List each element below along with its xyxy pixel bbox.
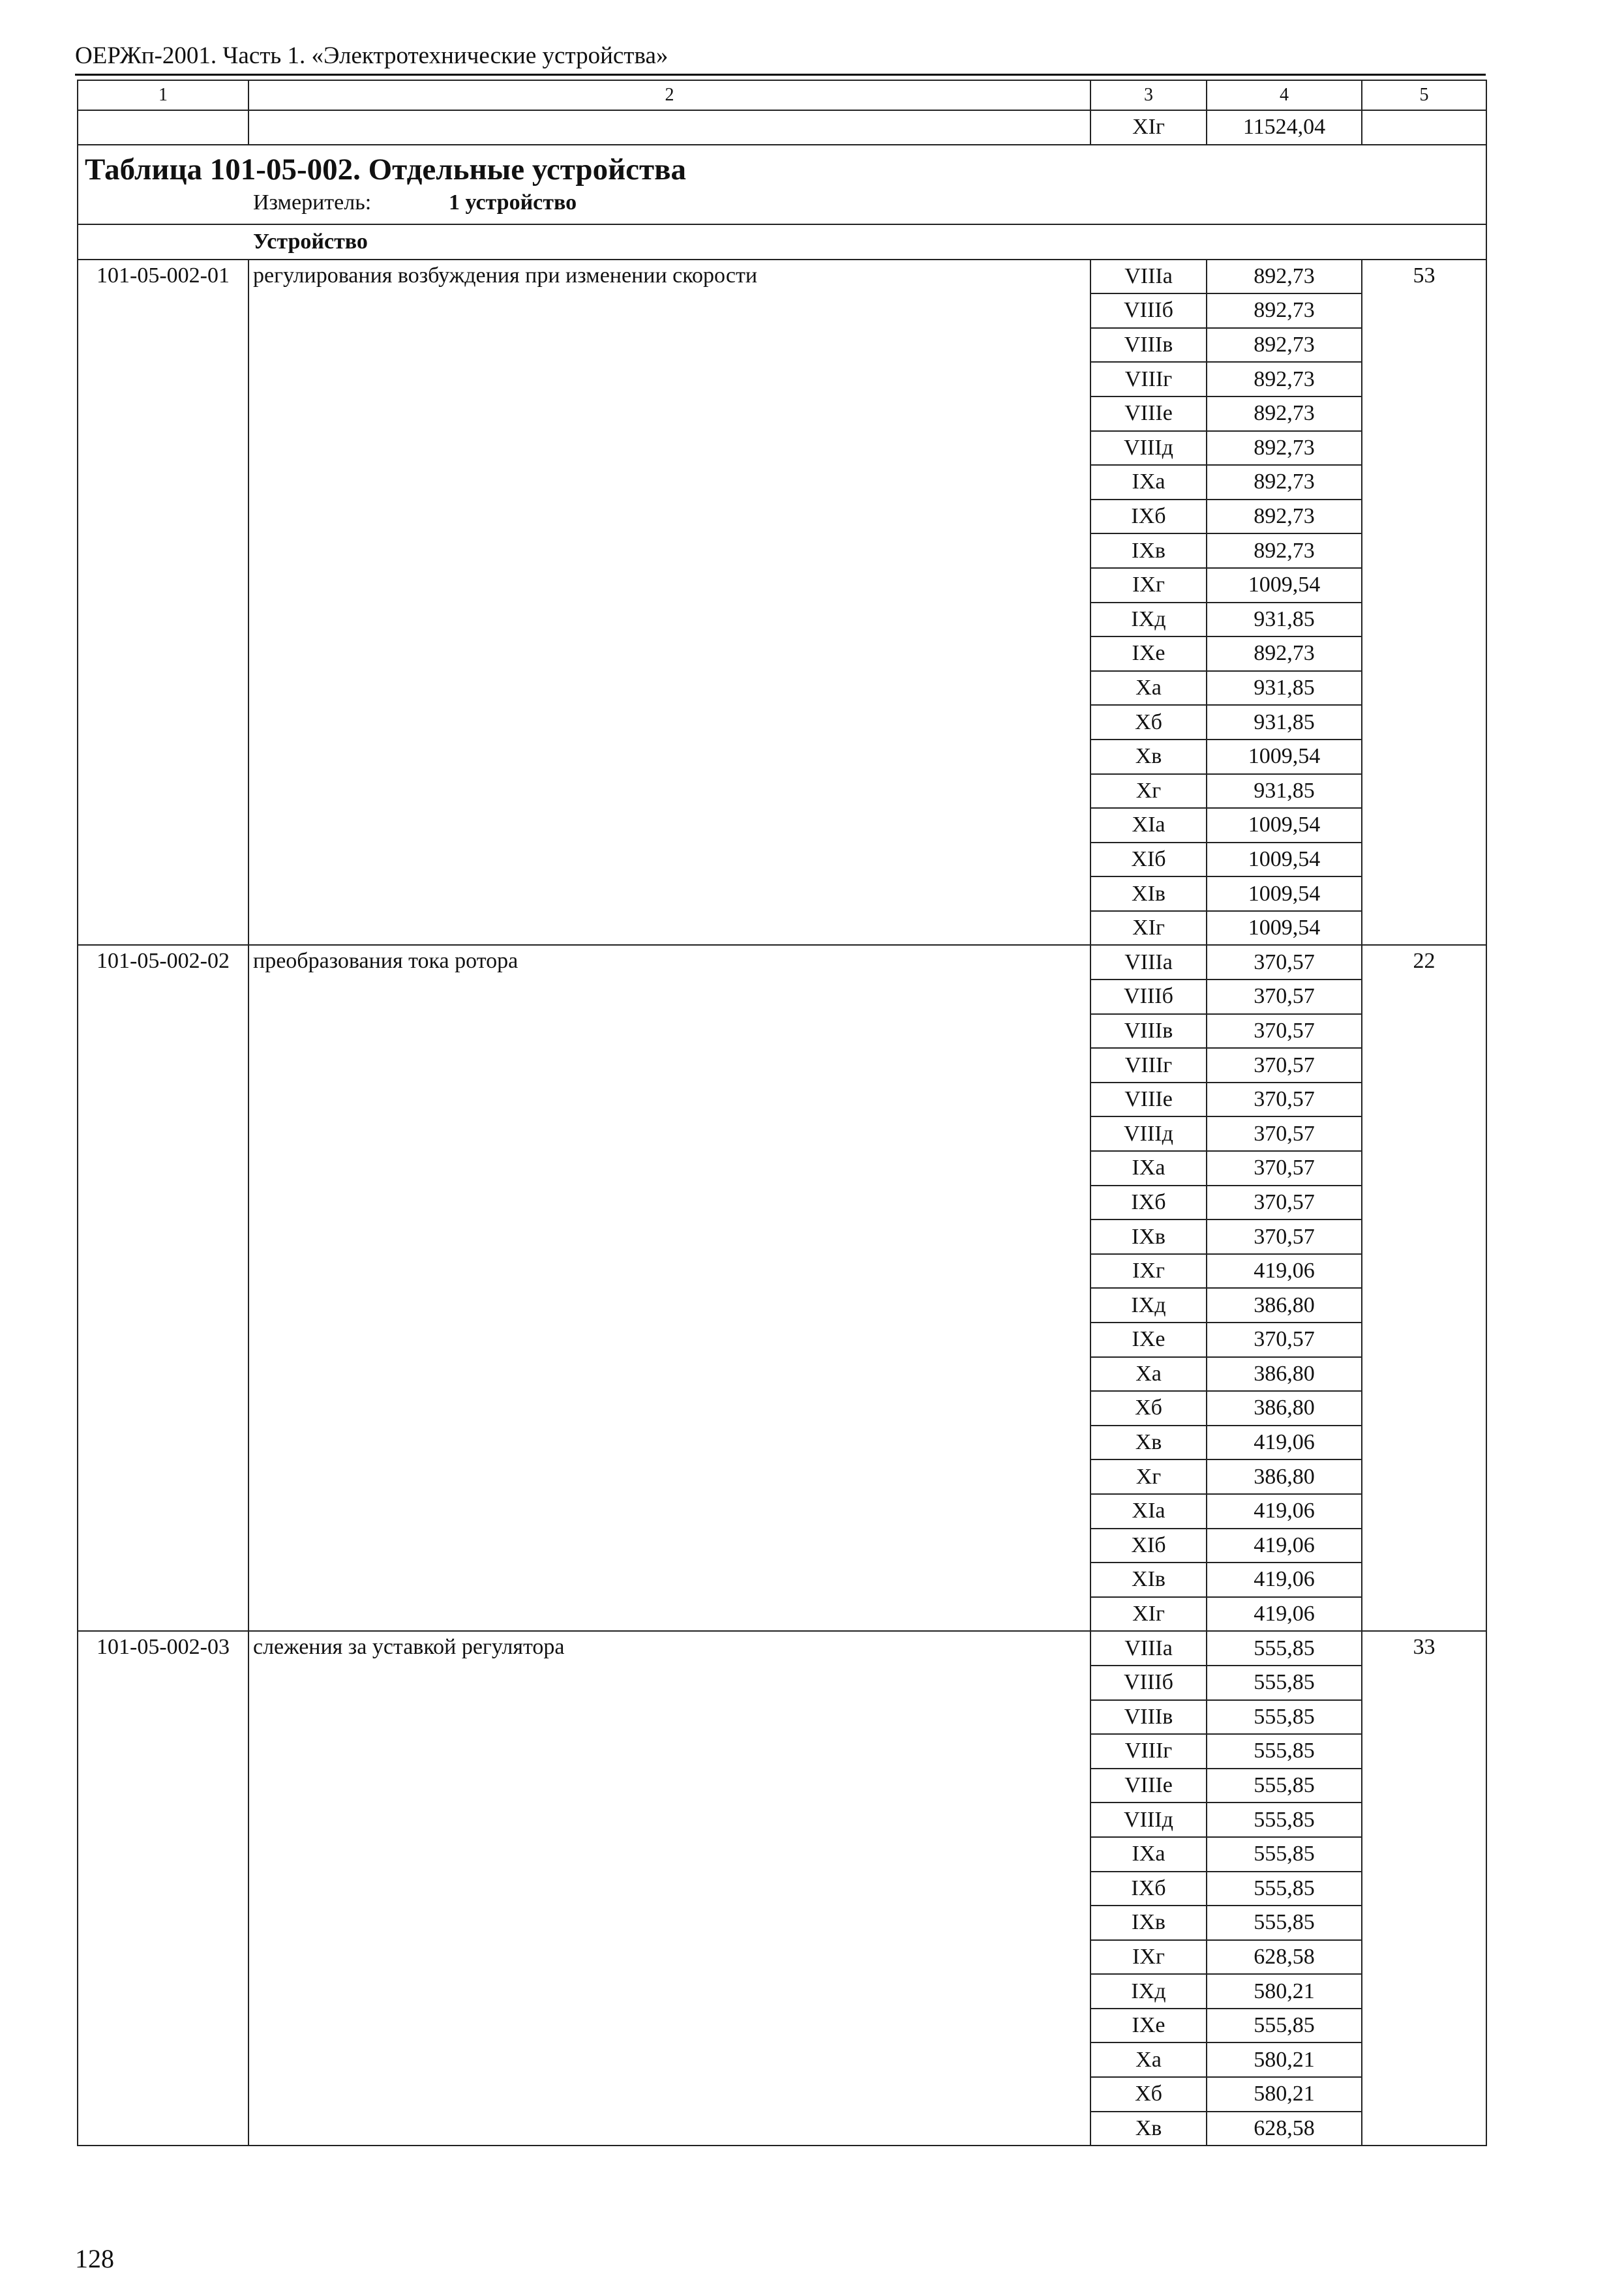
price-cell: 892,73	[1207, 260, 1362, 294]
price-cell: 1009,54	[1207, 740, 1362, 774]
zone-cell: VIIIе	[1090, 1083, 1207, 1117]
zone-cell: IXв	[1090, 1219, 1207, 1254]
column-number: 1	[78, 80, 248, 110]
price-cell: 1009,54	[1207, 911, 1362, 946]
zone-cell: Xв	[1090, 1426, 1207, 1460]
price-cell: 931,85	[1207, 603, 1362, 637]
price-cell: 555,85	[1207, 1700, 1362, 1735]
zone-cell: Xа	[1090, 1357, 1207, 1392]
price-cell: 1009,54	[1207, 568, 1362, 603]
zone-cell: IXв	[1090, 1906, 1207, 1940]
price-cell: 370,57	[1207, 1219, 1362, 1254]
group-row	[78, 224, 1486, 260]
measure-label: Измеритель:	[253, 190, 372, 215]
price-cell: 419,06	[1207, 1529, 1362, 1563]
zone-cell: VIIIа	[1090, 260, 1207, 294]
price-cell: 370,57	[1207, 1151, 1362, 1186]
column-number: 3	[1090, 80, 1207, 110]
zone-cell: IXб	[1090, 500, 1207, 534]
price-cell: 892,73	[1207, 533, 1362, 568]
zone-cell: Xг	[1090, 774, 1207, 809]
zone-cell: VIIIв	[1090, 328, 1207, 363]
price-cell: 580,21	[1207, 2042, 1362, 2077]
zone-cell: IXд	[1090, 1288, 1207, 1323]
price-cell: 555,85	[1207, 2009, 1362, 2043]
zone-cell: Xв	[1090, 740, 1207, 774]
price-cell: 892,73	[1207, 465, 1362, 500]
zone-cell: Xб	[1090, 1391, 1207, 1426]
price-cell: 1009,54	[1207, 808, 1362, 843]
price-cell: 386,80	[1207, 1288, 1362, 1323]
carry-code-cell	[78, 110, 248, 145]
zone-cell: VIIIд	[1090, 1803, 1207, 1837]
zone-cell: XIб	[1090, 1529, 1207, 1563]
zone-cell: IXа	[1090, 465, 1207, 500]
measure-row	[78, 190, 1486, 224]
price-cell: 555,85	[1207, 1906, 1362, 1940]
zone-cell: IXе	[1090, 2009, 1207, 2043]
item-name: слежения за уставкой регулятора	[248, 1631, 1090, 2146]
item-name: преобразования тока ротора	[248, 945, 1090, 1631]
zone-cell: VIIIа	[1090, 1631, 1207, 1666]
price-cell: 370,57	[1207, 945, 1362, 980]
price-cell: 370,57	[1207, 1116, 1362, 1151]
price-cell: 892,73	[1207, 362, 1362, 396]
zone-cell: VIIIе	[1090, 1769, 1207, 1803]
rate-row	[78, 945, 1486, 980]
zone-cell: Xб	[1090, 2077, 1207, 2112]
zone-cell: XIа	[1090, 808, 1207, 843]
zone-cell: IXг	[1090, 1940, 1207, 1975]
zone-cell: VIIIб	[1090, 1666, 1207, 1700]
zone-cell: IXе	[1090, 636, 1207, 671]
zone-cell: XIв	[1090, 1563, 1207, 1597]
zone-cell: XIг	[1090, 1597, 1207, 1632]
zone-cell: VIIIб	[1090, 293, 1207, 328]
zone-cell: XIа	[1090, 1494, 1207, 1529]
header-rule	[75, 74, 1486, 76]
zone-cell: IXа	[1090, 1151, 1207, 1186]
zone-cell: IXг	[1090, 1254, 1207, 1289]
item-code: 101-05-002-02	[78, 945, 248, 1631]
table-caption-cell	[78, 145, 1486, 224]
price-cell: 370,57	[1207, 1323, 1362, 1357]
zone-cell: VIIIд	[1090, 431, 1207, 466]
zone-cell: XIг	[1090, 911, 1207, 946]
price-cell: 892,73	[1207, 396, 1362, 431]
zone-cell: IXд	[1090, 1974, 1207, 2009]
price-cell: 555,85	[1207, 1803, 1362, 1837]
price-cell: 555,85	[1207, 1769, 1362, 1803]
price-cell: 931,85	[1207, 705, 1362, 740]
zone-cell: IXб	[1090, 1186, 1207, 1220]
carry-norm-cell	[1362, 110, 1486, 145]
zone-cell: XIб	[1090, 843, 1207, 877]
price-cell: 628,58	[1207, 1940, 1362, 1975]
price-cell: 580,21	[1207, 1974, 1362, 2009]
zone-cell: Xа	[1090, 671, 1207, 706]
page-number: 128	[75, 2244, 114, 2273]
price-cell: 370,57	[1207, 1048, 1362, 1083]
price-cell: 892,73	[1207, 431, 1362, 466]
group-heading: Устройство	[78, 224, 1486, 260]
column-number: 5	[1362, 80, 1486, 110]
zone-cell: VIIIд	[1090, 1116, 1207, 1151]
zone-cell: Xв	[1090, 2112, 1207, 2146]
price-cell: 931,85	[1207, 774, 1362, 809]
item-code: 101-05-002-03	[78, 1631, 248, 2146]
zone-cell: XIв	[1090, 876, 1207, 911]
carry-over-row	[78, 110, 1486, 145]
carry-name-cell	[248, 110, 1090, 145]
item-norm: 53	[1362, 260, 1486, 946]
zone-cell: VIIIв	[1090, 1014, 1207, 1049]
price-cell: 1009,54	[1207, 843, 1362, 877]
zone-cell: Xа	[1090, 2042, 1207, 2077]
price-cell: 555,85	[1207, 1734, 1362, 1769]
table-caption-row	[78, 145, 1486, 224]
price-cell: 370,57	[1207, 1186, 1362, 1220]
price-cell: 555,85	[1207, 1631, 1362, 1666]
price-cell: 419,06	[1207, 1563, 1362, 1597]
price-cell: 555,85	[1207, 1666, 1362, 1700]
rate-row	[78, 260, 1486, 294]
zone-cell: Xб	[1090, 705, 1207, 740]
zone-cell: VIIIг	[1090, 362, 1207, 396]
carry-price: 11524,04	[1207, 110, 1362, 145]
zone-cell: IXе	[1090, 1323, 1207, 1357]
carry-zone: XIг	[1090, 110, 1207, 145]
rates-table	[77, 80, 1487, 2146]
price-cell: 419,06	[1207, 1426, 1362, 1460]
zone-cell: VIIIе	[1090, 396, 1207, 431]
item-code: 101-05-002-01	[78, 260, 248, 946]
price-cell: 419,06	[1207, 1494, 1362, 1529]
price-cell: 555,85	[1207, 1837, 1362, 1872]
rates-table-body	[78, 80, 1486, 2146]
price-cell: 628,58	[1207, 2112, 1362, 2146]
price-cell: 931,85	[1207, 671, 1362, 706]
price-cell: 419,06	[1207, 1254, 1362, 1289]
price-cell: 892,73	[1207, 328, 1362, 363]
zone-cell: IXа	[1090, 1837, 1207, 1872]
zone-cell: VIIIг	[1090, 1734, 1207, 1769]
zone-cell: IXг	[1090, 568, 1207, 603]
price-cell: 386,80	[1207, 1357, 1362, 1392]
price-cell: 370,57	[1207, 980, 1362, 1014]
table-title: Таблица 101-05-002. Отдельные устройства	[85, 152, 686, 187]
price-cell: 370,57	[1207, 1014, 1362, 1049]
price-cell: 892,73	[1207, 293, 1362, 328]
column-number: 2	[248, 80, 1090, 110]
item-norm: 22	[1362, 945, 1486, 1631]
column-number-row	[78, 80, 1486, 110]
zone-cell: IXб	[1090, 1872, 1207, 1906]
price-cell: 1009,54	[1207, 876, 1362, 911]
price-cell: 386,80	[1207, 1391, 1362, 1426]
zone-cell: IXд	[1090, 603, 1207, 637]
measure-value: 1 устройство	[449, 190, 577, 215]
price-cell: 555,85	[1207, 1872, 1362, 1906]
price-cell: 419,06	[1207, 1597, 1362, 1632]
zone-cell: IXв	[1090, 533, 1207, 568]
price-cell: 892,73	[1207, 500, 1362, 534]
rate-row	[78, 1631, 1486, 1666]
document-header-title: ОЕРЖп-2001. Часть 1. «Электротехнические устройства»	[75, 42, 669, 69]
price-cell: 386,80	[1207, 1459, 1362, 1494]
price-cell: 580,21	[1207, 2077, 1362, 2112]
zone-cell: VIIIб	[1090, 980, 1207, 1014]
zone-cell: VIIIг	[1090, 1048, 1207, 1083]
zone-cell: Xг	[1090, 1459, 1207, 1494]
column-number: 4	[1207, 80, 1362, 110]
item-name: регулирования возбуждения при изменении скорости	[248, 260, 1090, 946]
zone-cell: VIIIв	[1090, 1700, 1207, 1735]
item-norm: 33	[1362, 1631, 1486, 2146]
zone-cell: VIIIа	[1090, 945, 1207, 980]
price-cell: 370,57	[1207, 1083, 1362, 1117]
price-cell: 892,73	[1207, 636, 1362, 671]
